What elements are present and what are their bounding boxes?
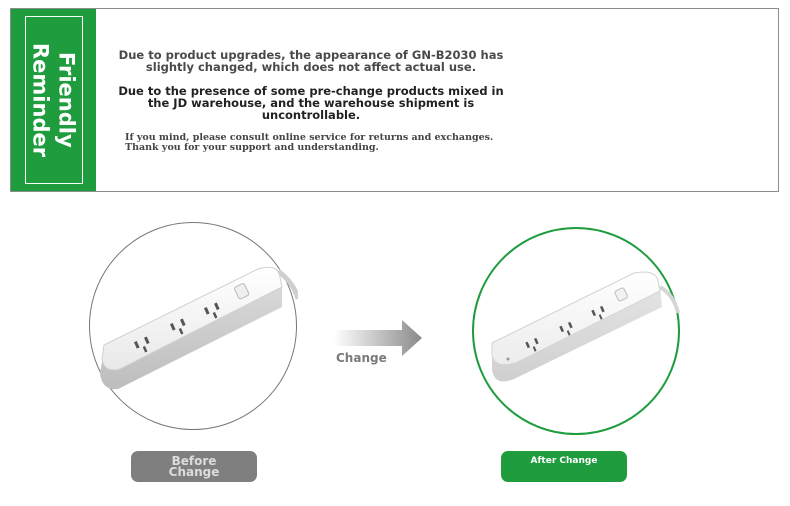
reminder-tag-frame [25,16,83,184]
after-change-label: After Change [530,456,598,466]
before-change-label: Before Change [168,454,220,479]
reminder-tag-label: Friendly Reminder [28,42,79,158]
notice-line-upgrade: Due to product upgrades, the appearance of GN-B2030 has slightly changed, which does not affect actual use. [118,48,504,74]
power-strip-old-icon [90,223,298,431]
friendly-reminder-notice [10,8,779,192]
after-product-image [472,227,680,435]
reminder-tag [11,9,96,191]
notice-body [111,49,531,153]
notice-line-warehouse: Due to the presence of some pre-change products mixed in the JD warehouse, and the warehouse shipment is uncontrollable. [118,84,504,122]
power-strip-new-icon [474,229,682,437]
after-change-badge [501,451,627,482]
notice-line-service: If you mind, please consult online service for returns and exchanges. Thank you for your support and understanding. [125,132,494,153]
before-change-badge [131,451,257,482]
before-product-image [89,222,297,430]
change-label: Change [336,351,387,365]
